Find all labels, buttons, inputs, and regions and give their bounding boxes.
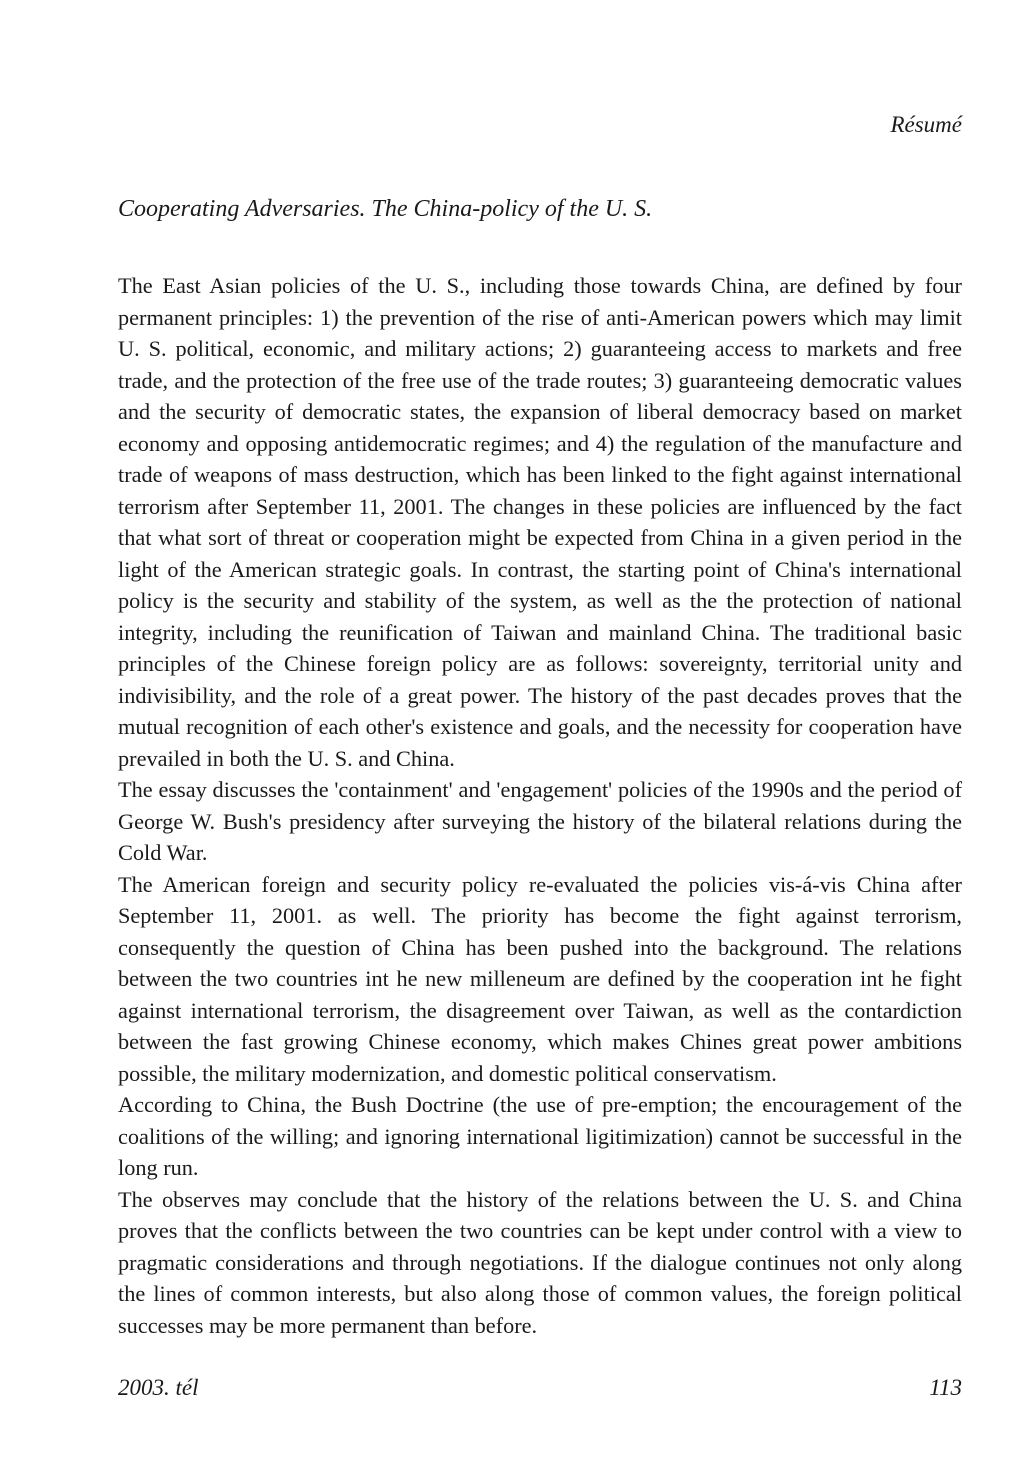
paragraph: The observes may conclude that the history of the relations between the U. S. and China proves that the conflicts between the two countries can be kept under control with a view to pragmatic considerations and through negotiations. If the dialogue continues not only along the lines of common interests, but also along those of common values, the foreign political successes may be more permanent than before. (118, 1186, 962, 1338)
page-number: 113 (929, 1375, 962, 1400)
article-body (118, 270, 962, 1341)
paragraph: The essay discusses the 'containment' and 'engagement' policies of the 1990s and the period of George W. Bush's presidency after surveying the history of the bilateral relations during the Cold War. (118, 777, 962, 865)
paragraph: According to China, the Bush Doctrine (the use of pre-emption; the encouragement of the coalitions of the willing; and ignoring international ligitimization) cannot be successful in the long run. (118, 1092, 962, 1180)
issue-label: 2003. tél (118, 1375, 199, 1400)
running-head: Résumé (890, 112, 962, 137)
paragraph: The East Asian policies of the U. S., including those towards China, are defined by four permanent principles: 1) the prevention of the rise of anti-American powers which may limit U. S. political, economic, and military actions; 2) guaranteeing access to markets and free trade, and the protection of the free use of the trade routes; 3) guaranteeing democratic values and the security of democratic states, the expansion of liberal democracy based on market economy and opposing antidemocratic regimes; and 4) the regulation of the manufacture and trade of weapons of mass destruction, which has been linked to the fight against international terrorism after September 11, 2001. The changes in these policies are influenced by the fact that what sort of threat or cooperation might be expected from China in a given period in the light of the American strategic goals. In contrast, the starting point of China's international policy is the security and stability of the system, as well as the the protection of national integrity, including the reunification of Taiwan and mainland China. The traditional basic principles of the Chinese foreign policy are as follows: sovereignty, territorial unity and indivisibility, and the role of a great power. The history of the past decades proves that the mutual recognition of each other's existence and goals, and the necessity for cooperation have prevailed in both the U. S. and China. (118, 273, 962, 771)
paragraph: The American foreign and security policy re-evaluated the policies vis-á-vis China after September 11, 2001. as well. The priority has become the fight against terrorism, consequently the question of China has been pushed into the background. The relations between the two countries int he new milleneum are defined by the cooperation int he fight against international terrorism, the disagreement over Taiwan, as well as the contardiction between the fast growing Chinese economy, which makes Chines great power ambitions possible, the military modernization, and domestic political conservatism. (118, 871, 962, 1086)
article-title: Cooperating Adversaries. The China-policy of the U. S. (118, 196, 653, 222)
